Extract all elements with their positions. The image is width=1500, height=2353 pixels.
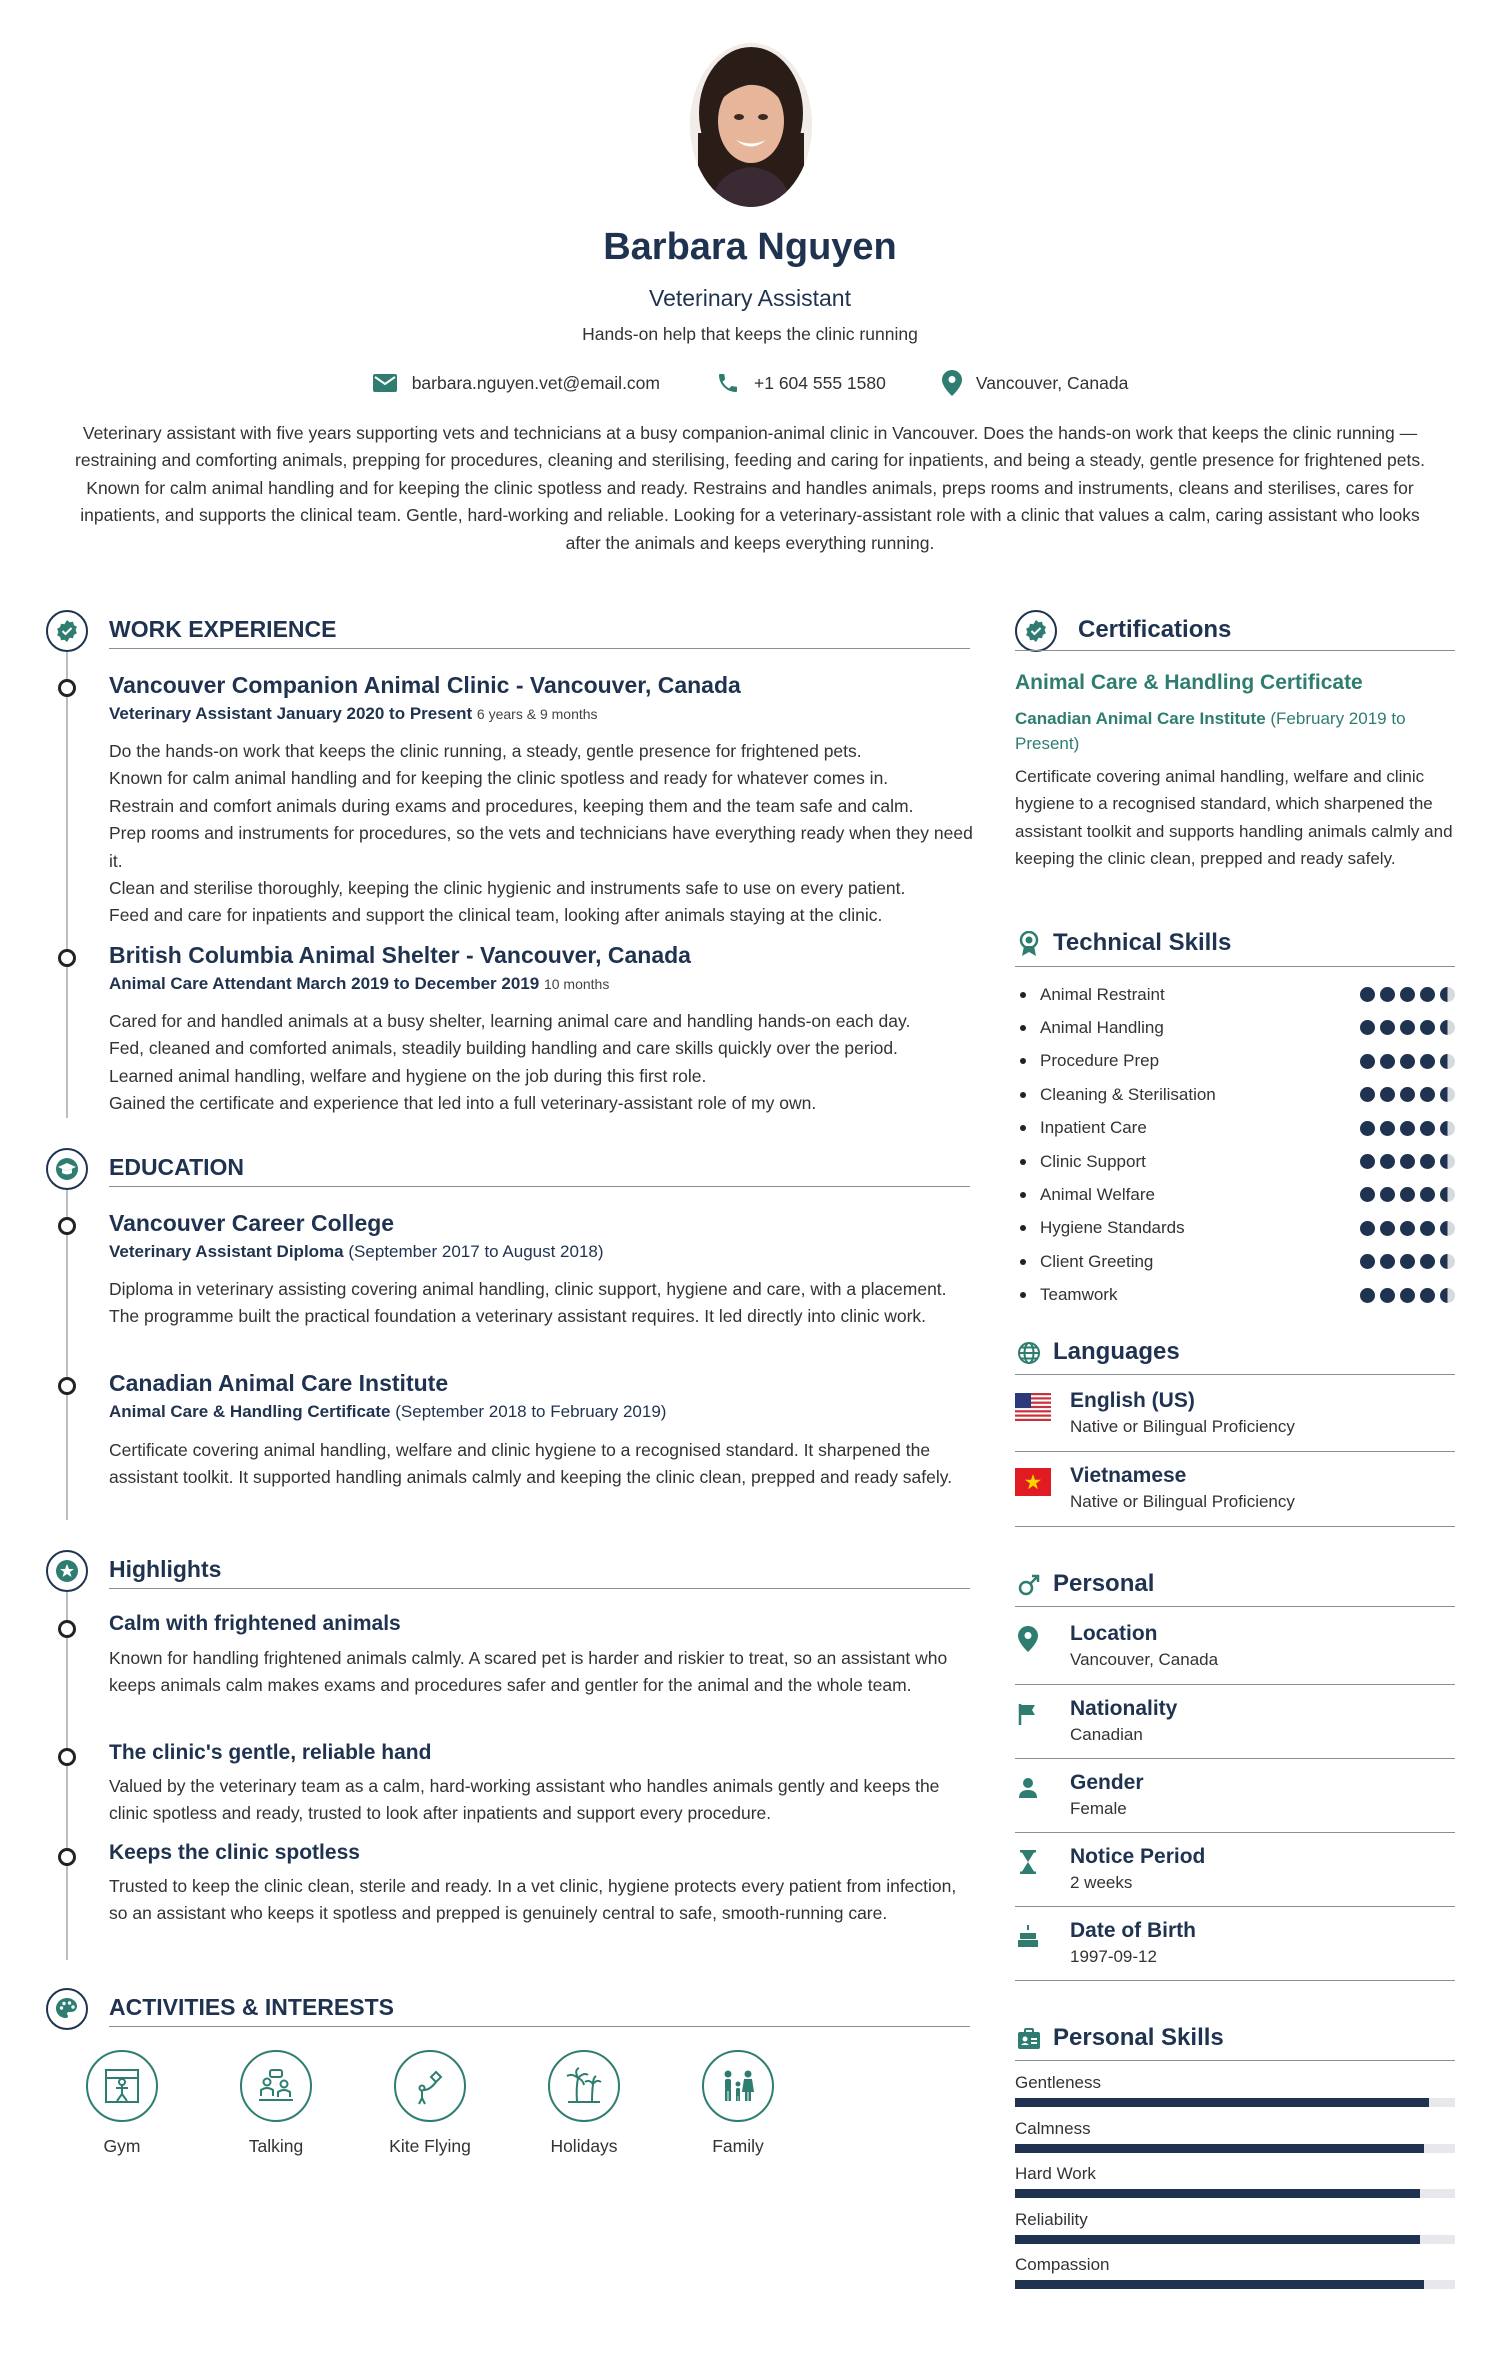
job-description	[109, 738, 975, 930]
personal-title: Personal	[1053, 1570, 1155, 1597]
personal-value: Female	[1070, 1799, 1127, 1818]
rating-dot	[1440, 1020, 1455, 1035]
profile-photo	[690, 43, 812, 207]
job-meta	[109, 704, 598, 724]
activity-label: Talking	[248, 2136, 304, 2156]
education-school: Vancouver Career College	[109, 1210, 395, 1236]
activity-gym	[72, 2050, 172, 2157]
skill-bar-fill	[1015, 2189, 1420, 2198]
item-divider	[1015, 1832, 1455, 1833]
technical-skill-row	[1020, 1145, 1455, 1178]
technical-skill-name: Animal Welfare	[1040, 1184, 1155, 1204]
personal-skill-name: Hard Work	[1015, 2164, 1096, 2183]
job-heading: British Columbia Animal Shelter - Vancouver, Canada	[109, 942, 691, 968]
skill-bar-track	[1015, 2189, 1455, 2198]
work-experience-section-icon	[46, 610, 88, 652]
phone-text: +1 604 555 1580	[754, 372, 886, 393]
rating-dot	[1400, 1054, 1415, 1069]
personal-skill	[1015, 2210, 1455, 2244]
job-bullet: Cared for and handled animals at a busy shelter, learning animal care and handling hands-on each day.	[109, 1011, 911, 1031]
rating-dot	[1360, 1288, 1375, 1303]
certificate-issuer: Canadian Animal Care Institute	[1015, 709, 1266, 728]
education-description: Diploma in veterinary assisting covering animal handling, clinic support, hygiene and care, with a placement. The programme built the practical foundation a veterinary assistant requires. It led directly into clinic work.	[109, 1279, 947, 1327]
rating-dot	[1380, 1288, 1395, 1303]
activities-title: ACTIVITIES & INTERESTS	[109, 1994, 394, 2020]
location-text: Vancouver, Canada	[975, 372, 1129, 393]
bullet	[1020, 1292, 1026, 1298]
timeline-line	[66, 1592, 68, 1960]
birthday-cake-icon	[1017, 1924, 1039, 1948]
personal-label: Gender	[1070, 1771, 1144, 1794]
language-name: English (US)	[1070, 1389, 1195, 1412]
technical-skill-name: Cleaning & Sterilisation	[1040, 1084, 1216, 1104]
personal-skill	[1015, 2255, 1455, 2289]
technical-skill-name: Clinic Support	[1040, 1151, 1146, 1171]
education-meta	[109, 1402, 666, 1422]
skill-bar-fill	[1015, 2098, 1429, 2107]
rating-dot	[1360, 1020, 1375, 1035]
rating-dot	[1400, 1154, 1415, 1169]
personal-skill-name: Compassion	[1015, 2255, 1110, 2274]
skill-rating	[1355, 1054, 1455, 1069]
candidate-name: Barbara Nguyen	[603, 226, 897, 268]
bullet	[1020, 1192, 1026, 1198]
education-description: Certificate covering animal handling, welfare and clinic hygiene to a recognised standard. It sharpened the assistant toolkit. It supported handling animals calmly and keeping the clinic clean, prepped and ready safely.	[109, 1440, 953, 1488]
technical-skills-title: Technical Skills	[1053, 929, 1232, 956]
family-icon	[716, 2064, 760, 2108]
job-bullet: Clean and sterilise thoroughly, keeping the clinic hygienic and instruments safe to use on every patient.	[109, 878, 906, 899]
technical-skill-name: Animal Handling	[1040, 1017, 1164, 1037]
job-bullet: Do the hands-on work that keeps the clinic running, a steady, gentle presence for frightened pets.	[109, 741, 862, 761]
bullet	[1020, 992, 1026, 998]
section-divider	[1015, 1374, 1455, 1375]
rating-dot	[1360, 1254, 1375, 1269]
graduation-cap-icon	[54, 1158, 80, 1180]
timeline-dot	[58, 1217, 76, 1235]
personal-skill	[1015, 2119, 1455, 2153]
skill-bar-track	[1015, 2280, 1455, 2289]
highlight-title: Keeps the clinic spotless	[109, 1841, 360, 1864]
person-icon	[1017, 1777, 1039, 1799]
section-divider	[1015, 1606, 1455, 1607]
personal-skill-name: Gentleness	[1015, 2073, 1101, 2092]
language-name: Vietnamese	[1070, 1464, 1187, 1487]
certifications-section-icon	[1015, 610, 1057, 652]
rating-dot	[1400, 1087, 1415, 1102]
education-school: Canadian Animal Care Institute	[109, 1370, 449, 1396]
personal-skills-title: Personal Skills	[1053, 2024, 1224, 2051]
gender-male-icon	[1018, 1574, 1040, 1596]
highlights-title: Highlights	[109, 1556, 222, 1582]
rating-dot	[1400, 1288, 1415, 1303]
technical-skill-row	[1020, 978, 1455, 1011]
job-duration: 10 months	[543, 976, 610, 992]
job-position: Veterinary Assistant	[109, 704, 272, 723]
activity-talking	[226, 2050, 326, 2157]
contact-bar	[0, 370, 1500, 396]
technical-skill-row	[1020, 1112, 1455, 1145]
skill-rating	[1355, 1154, 1455, 1169]
education-dates: (September 2018 to February 2019)	[395, 1402, 667, 1421]
rating-dot	[1360, 1154, 1375, 1169]
rating-dot	[1440, 1187, 1455, 1202]
personal-skills-section-icon	[1015, 2025, 1043, 2053]
kite-icon	[408, 2064, 452, 2108]
skill-rating	[1355, 987, 1455, 1002]
personal-value: 1997-09-12	[1070, 1947, 1157, 1966]
technical-skill-name: Procedure Prep	[1040, 1051, 1160, 1071]
profile-summary: Veterinary assistant with five years supporting vets and technicians at a busy companion-animal clinic in Vancouver. Does the hands-on work that keeps the clinic running — restraining and comforting animals, prepping for procedures, cleaning and sterilising, feeding and caring for inpatients, and being a steady, gentle presence for frightened pets. Known for calm animal handling and for keeping the clinic spotless and ready. Restrains and handles animals, preps rooms and instruments, cleans and sterilises, cares for inpatients, and supports the clinical team. Gentle, hard-working and reliable. Looking for a veterinary-assistant role with a clinic that values a calm, caring assistant who looks after the animals and keeps everything running.	[75, 423, 1425, 553]
rating-dot	[1420, 987, 1435, 1002]
job-position: Animal Care Attendant	[109, 974, 292, 993]
activity-holidays	[534, 2050, 634, 2157]
globe-icon	[1017, 1341, 1041, 1365]
section-divider	[109, 648, 970, 649]
timeline-dot	[58, 1748, 76, 1766]
vietnam-flag-icon	[1015, 1468, 1051, 1496]
certificate-meta	[1015, 707, 1445, 756]
bullet	[1020, 1092, 1026, 1098]
id-card-icon	[1017, 2028, 1041, 2050]
rating-dot	[1380, 1187, 1395, 1202]
rating-dot	[1360, 1221, 1375, 1236]
section-divider	[1015, 650, 1455, 651]
highlight-text: Known for handling frightened animals calmly. A scared pet is harder and riskier to treat, so an assistant who keeps animals calm makes exams and procedures safer and gentler for the animal and the whole team.	[109, 1648, 948, 1696]
highlights-section-icon	[46, 1550, 88, 1592]
rating-dot	[1380, 1020, 1395, 1035]
technical-skill-row	[1020, 1178, 1455, 1211]
job-duration: 6 years & 9 months	[476, 706, 598, 722]
rating-dot	[1420, 1054, 1435, 1069]
certificate-description: Certificate covering animal handling, welfare and clinic hygiene to a recognised standard, which sharpened the assistant toolkit and supports handling animals calmly and keeping the clinic clean, prepped and ready safely.	[1015, 767, 1453, 868]
rating-dot	[1360, 1054, 1375, 1069]
work-experience-title: WORK EXPERIENCE	[109, 616, 337, 642]
job-bullet: Feed and care for inpatients and support the clinical team, looking after animals staying at the clinic.	[109, 905, 883, 926]
activity-family	[688, 2050, 788, 2157]
rating-dot	[1400, 1121, 1415, 1136]
bullet	[1020, 1025, 1026, 1031]
timeline-line	[66, 1190, 68, 1520]
rating-dot	[1380, 987, 1395, 1002]
personal-label: Date of Birth	[1070, 1919, 1196, 1942]
job-bullet: Learned animal handling, welfare and hygiene on the job during this first role.	[109, 1065, 707, 1086]
languages-title: Languages	[1053, 1338, 1180, 1365]
activity-label: Kite Flying	[389, 2136, 471, 2156]
skill-rating	[1355, 1288, 1455, 1303]
job-heading: Vancouver Companion Animal Clinic - Vancouver, Canada	[109, 672, 741, 698]
education-credential: Veterinary Assistant Diploma	[109, 1242, 344, 1261]
language-level: Native or Bilingual Proficiency	[1070, 1417, 1295, 1436]
activity-label: Family	[712, 2136, 764, 2156]
technical-skill-name: Inpatient Care	[1040, 1118, 1147, 1138]
education-credential: Animal Care & Handling Certificate	[109, 1402, 391, 1421]
activity-kite-flying	[380, 2050, 480, 2157]
activity-label: Gym	[103, 2136, 141, 2156]
job-bullet: Known for calm animal handling and for keeping the clinic spotless and ready for whatever comes in.	[109, 768, 889, 789]
rating-dot	[1380, 1221, 1395, 1236]
skill-bar-track	[1015, 2098, 1455, 2107]
rating-dot	[1380, 1087, 1395, 1102]
timeline-dot	[58, 949, 76, 967]
personal-value: 2 weeks	[1070, 1873, 1133, 1892]
star-badge-icon	[54, 1558, 80, 1584]
technical-skill-name: Hygiene Standards	[1040, 1218, 1185, 1238]
bullet	[1020, 1159, 1026, 1165]
highlight-text: Valued by the veterinary team as a calm, hard-working assistant who handles animals gently and keeps the clinic spotless and ready, trusted to look after inpatients and support every procedure.	[109, 1776, 940, 1824]
job-bullet: Restrain and comfort animals during exams and procedures, keeping them and the team safe and calm.	[109, 795, 914, 816]
rating-dot	[1400, 1221, 1415, 1236]
education-meta	[109, 1242, 604, 1262]
technical-skill-row	[1020, 1011, 1455, 1044]
job-bullet: Prep rooms and instruments for procedures, so the vets and technicians have everything ready when they need it.	[109, 823, 973, 871]
rating-dot	[1440, 1221, 1455, 1236]
certificate-dates: (February 2019 to Present)	[1015, 709, 1406, 753]
timeline-dot	[58, 679, 76, 697]
skill-rating	[1355, 1187, 1455, 1202]
technical-skill-name: Teamwork	[1040, 1285, 1118, 1305]
rating-dot	[1440, 987, 1455, 1002]
rating-dot	[1420, 1020, 1435, 1035]
skill-rating	[1355, 1121, 1455, 1136]
section-divider	[1015, 2060, 1455, 2061]
rating-dot	[1420, 1288, 1435, 1303]
rating-dot	[1420, 1221, 1435, 1236]
rating-dot	[1420, 1154, 1435, 1169]
skill-rating	[1355, 1254, 1455, 1269]
skill-bar-track	[1015, 2235, 1455, 2244]
bullet	[1020, 1225, 1026, 1231]
bullet	[1020, 1259, 1026, 1265]
location-pin-icon	[1018, 1626, 1038, 1652]
section-divider	[1015, 966, 1455, 967]
education-dates: (September 2017 to August 2018)	[348, 1242, 604, 1261]
contact-location	[942, 370, 1128, 396]
certificate-name: Animal Care & Handling Certificate	[1015, 671, 1363, 694]
skill-rating	[1355, 1087, 1455, 1102]
technical-skill-row	[1020, 1212, 1455, 1245]
highlight-title: The clinic's gentle, reliable hand	[109, 1741, 432, 1764]
item-divider	[1015, 1451, 1455, 1452]
technical-skill-name: Client Greeting	[1040, 1251, 1154, 1271]
rating-dot	[1380, 1121, 1395, 1136]
personal-value: Vancouver, Canada	[1070, 1650, 1219, 1669]
rating-dot	[1380, 1054, 1395, 1069]
technical-skill-row	[1020, 1279, 1455, 1312]
us-flag-icon	[1015, 1393, 1051, 1421]
personal-section-icon	[1015, 1571, 1043, 1599]
contact-email[interactable]	[372, 370, 660, 396]
bullet	[1020, 1125, 1026, 1131]
job-meta	[109, 974, 609, 994]
rating-dot	[1360, 1121, 1375, 1136]
award-ribbon-icon	[1018, 931, 1040, 957]
rating-dot	[1400, 1254, 1415, 1269]
talking-icon	[254, 2064, 298, 2108]
job-bullet: Fed, cleaned and comforted animals, steadily building handling and care skills quickly over the period.	[109, 1038, 898, 1059]
personal-skill	[1015, 2073, 1455, 2107]
education-title: EDUCATION	[109, 1154, 245, 1180]
rating-dot	[1360, 1187, 1375, 1202]
badge-check-icon	[55, 619, 79, 643]
job-dates: January 2020 to Present	[276, 704, 473, 723]
certifications-title: Certifications	[1078, 616, 1232, 643]
rating-dot	[1440, 1254, 1455, 1269]
item-divider	[1015, 1526, 1455, 1527]
rating-dot	[1380, 1254, 1395, 1269]
item-divider	[1015, 1758, 1455, 1759]
rating-dot	[1400, 1020, 1415, 1035]
personal-value: Canadian	[1070, 1725, 1143, 1744]
rating-dot	[1440, 1288, 1455, 1303]
flag-icon	[1017, 1702, 1039, 1726]
palette-icon	[54, 1996, 80, 2022]
rating-dot	[1440, 1054, 1455, 1069]
personal-skill	[1015, 2164, 1455, 2198]
personal-label: Location	[1070, 1622, 1158, 1645]
skill-bar-track	[1015, 2144, 1455, 2153]
rating-dot	[1440, 1087, 1455, 1102]
technical-skill-row	[1020, 1045, 1455, 1078]
timeline-dot	[58, 1848, 76, 1866]
rating-dot	[1420, 1187, 1435, 1202]
tagline: Hands-on help that keeps the clinic running	[582, 324, 918, 344]
item-divider	[1015, 1906, 1455, 1907]
languages-section-icon	[1015, 1339, 1043, 1367]
bullet	[1020, 1058, 1026, 1064]
rating-dot	[1440, 1121, 1455, 1136]
rating-dot	[1400, 987, 1415, 1002]
timeline-dot	[58, 1620, 76, 1638]
rating-dot	[1400, 1187, 1415, 1202]
job-title: Veterinary Assistant	[649, 285, 851, 311]
job-bullet: Gained the certificate and experience that led into a full veterinary-assistant role of my own.	[109, 1093, 817, 1114]
phone-icon	[716, 371, 740, 395]
rating-dot	[1420, 1254, 1435, 1269]
skill-bar-fill	[1015, 2235, 1420, 2244]
activity-label: Holidays	[550, 2136, 618, 2156]
rating-dot	[1360, 1087, 1375, 1102]
skill-rating	[1355, 1020, 1455, 1035]
hourglass-icon	[1019, 1850, 1037, 1874]
email-text: barbara.nguyen.vet@email.com	[411, 372, 660, 393]
personal-label: Notice Period	[1070, 1845, 1206, 1868]
timeline-dot	[58, 1377, 76, 1395]
technical-skill-row	[1020, 1245, 1455, 1278]
personal-skill-name: Calmness	[1015, 2118, 1091, 2138]
item-divider	[1015, 1980, 1455, 1981]
personal-label: Nationality	[1070, 1697, 1178, 1720]
contact-phone[interactable]	[716, 370, 886, 396]
technical-skill-row	[1020, 1078, 1455, 1111]
rating-dot	[1360, 987, 1375, 1002]
activities-section-icon	[46, 1988, 88, 2030]
section-divider	[109, 1186, 970, 1187]
technical-skills-section-icon	[1015, 930, 1043, 958]
timeline-line	[66, 652, 68, 1118]
personal-skill-name: Reliability	[1015, 2209, 1088, 2229]
skill-rating	[1355, 1221, 1455, 1236]
highlight-title: Calm with frightened animals	[109, 1612, 401, 1635]
job-description	[109, 1008, 975, 1118]
job-dates: March 2019 to December 2019	[296, 974, 540, 993]
technical-skill-name: Animal Restraint	[1040, 984, 1165, 1004]
badge-check-icon	[1024, 619, 1048, 643]
section-divider	[109, 2026, 970, 2027]
language-level: Native or Bilingual Proficiency	[1070, 1492, 1295, 1511]
section-divider	[109, 1588, 970, 1589]
skill-bar-fill	[1015, 2144, 1424, 2153]
rating-dot	[1420, 1087, 1435, 1102]
gym-icon	[100, 2064, 144, 2108]
education-section-icon	[46, 1148, 88, 1190]
rating-dot	[1420, 1121, 1435, 1136]
email-icon	[372, 373, 398, 393]
palm-trees-icon	[562, 2064, 606, 2108]
highlight-text: Trusted to keep the clinic clean, sterile and ready. In a vet clinic, hygiene protects every patient from infection, so an assistant who keeps it spotless and prepped is genuinely central to safe, smooth-running care.	[109, 1876, 957, 1924]
rating-dot	[1380, 1154, 1395, 1169]
item-divider	[1015, 1684, 1455, 1685]
rating-dot	[1440, 1154, 1455, 1169]
location-pin-icon	[942, 370, 962, 396]
skill-bar-fill	[1015, 2280, 1424, 2289]
